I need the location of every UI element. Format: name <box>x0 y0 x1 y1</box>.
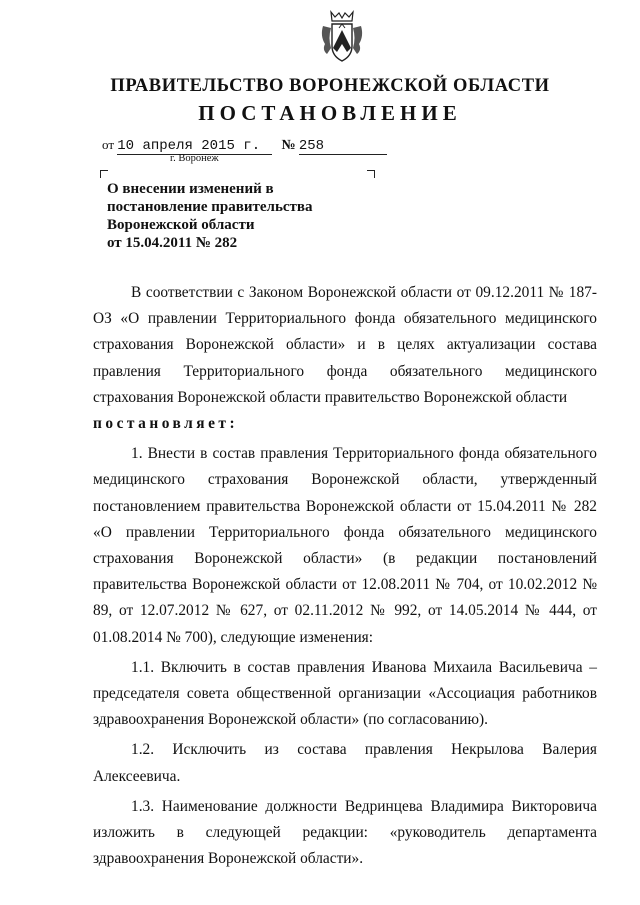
left-corner-mark <box>100 170 108 178</box>
item-1-2-paragraph: 1.2. Исключить из состава правления Некрылова Валерия Алексеевича. <box>93 741 597 785</box>
decree-word: постановляет: <box>93 415 239 433</box>
document-subject <box>107 180 367 252</box>
number-sign: № <box>281 138 296 153</box>
date-number-line <box>102 137 387 155</box>
item-1-paragraph: 1. Внести в состав правления Территориального фонда обязательного медицинского страхования Воронежской области, утвержденный постановлением правительства Воронежской области от 15.04.2011 № 282 «О правлении Территориального фонда обязательного медицинского страхования Воронежской области» (в редакции постановлений правительства Воронежской области от 12.08.2011 № 704, от 10.02.2012 № 89, от 12.07.2012 № 627, от 02.11.2012 № 992, от 14.05.2014 № 444, от 01.08.2014 № 700), следующие изменения: <box>93 445 597 646</box>
document-type: ПОСТАНОВЛЕНИЕ <box>198 101 462 125</box>
subject-line: постановление правительства <box>107 199 313 215</box>
coat-of-arms-icon <box>319 8 365 66</box>
item-1-1-paragraph: 1.1. Включить в состав правления Иванова Михаила Васильевича – председателя совета общественной организации «Ассоциация работников здравоохранения Воронежской области» (по согласованию). <box>93 658 597 729</box>
subject-line: Воронежской области <box>107 217 255 233</box>
city: г. Воронеж <box>170 153 219 164</box>
subject-line: О внесении изменений в <box>107 181 274 197</box>
subject-line: от 15.04.2011 № 282 <box>107 235 238 251</box>
item-1-3-paragraph: 1.3. Наименование должности Ведринцева Владимира Викторовича изложить в следующей редакции: «руководитель департамента здравоохранения Воронежской области». <box>93 797 597 868</box>
date-value: 10 апреля 2015 г. <box>117 138 261 154</box>
organization-name: ПРАВИТЕЛЬСТВО ВОРОНЕЖСКОЙ ОБЛАСТИ <box>110 76 550 96</box>
date-prefix: от <box>102 137 115 152</box>
document-body <box>93 280 597 872</box>
right-corner-mark <box>367 170 375 178</box>
number-field <box>299 137 387 155</box>
preamble-paragraph: В соответствии с Законом Воронежской области от 09.12.2011 № 187-ОЗ «О правлении Территориального фонда обязательного медицинского страхования Воронежской области» и в целях актуализации состава правления Территориального фонда обязательного медицинского страхования Воронежской области правительство Воронежской области <box>93 284 597 406</box>
number-value: 258 <box>298 138 325 154</box>
